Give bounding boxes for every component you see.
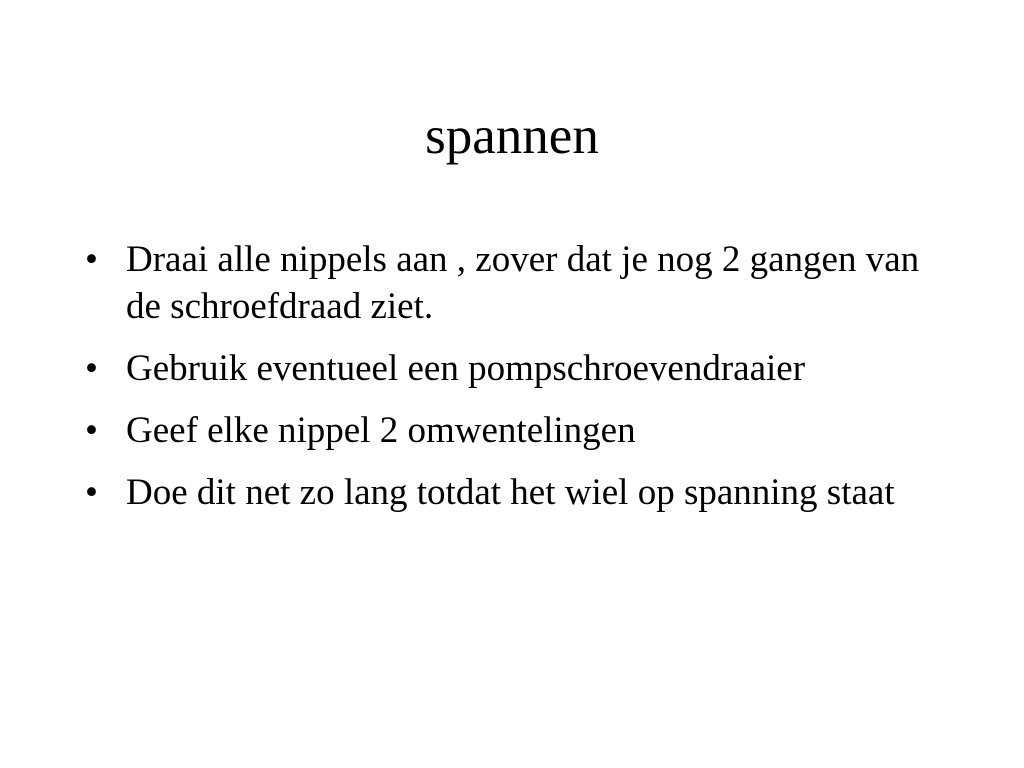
bullet-text: Draai alle nippels aan , zover dat je nog 2 gangen van de schroefdraad ziet. bbox=[126, 239, 920, 327]
bullet-list bbox=[85, 236, 945, 531]
list-item bbox=[85, 407, 945, 454]
bullet-icon: • bbox=[85, 239, 98, 280]
bullet-text: Doe dit net zo lang totdat het wiel op spanning staat bbox=[126, 472, 895, 513]
bullet-icon: • bbox=[85, 472, 98, 513]
slide-title: spannen bbox=[425, 107, 599, 165]
bullet-icon: • bbox=[85, 348, 98, 389]
list-item bbox=[85, 236, 945, 330]
bullet-text: Geef elke nippel 2 omwentelingen bbox=[126, 410, 636, 451]
bullet-text: Gebruik eventueel een pompschroevendraaier bbox=[126, 348, 806, 389]
bullet-icon: • bbox=[85, 410, 98, 451]
list-item bbox=[85, 469, 945, 516]
list-item bbox=[85, 345, 945, 392]
